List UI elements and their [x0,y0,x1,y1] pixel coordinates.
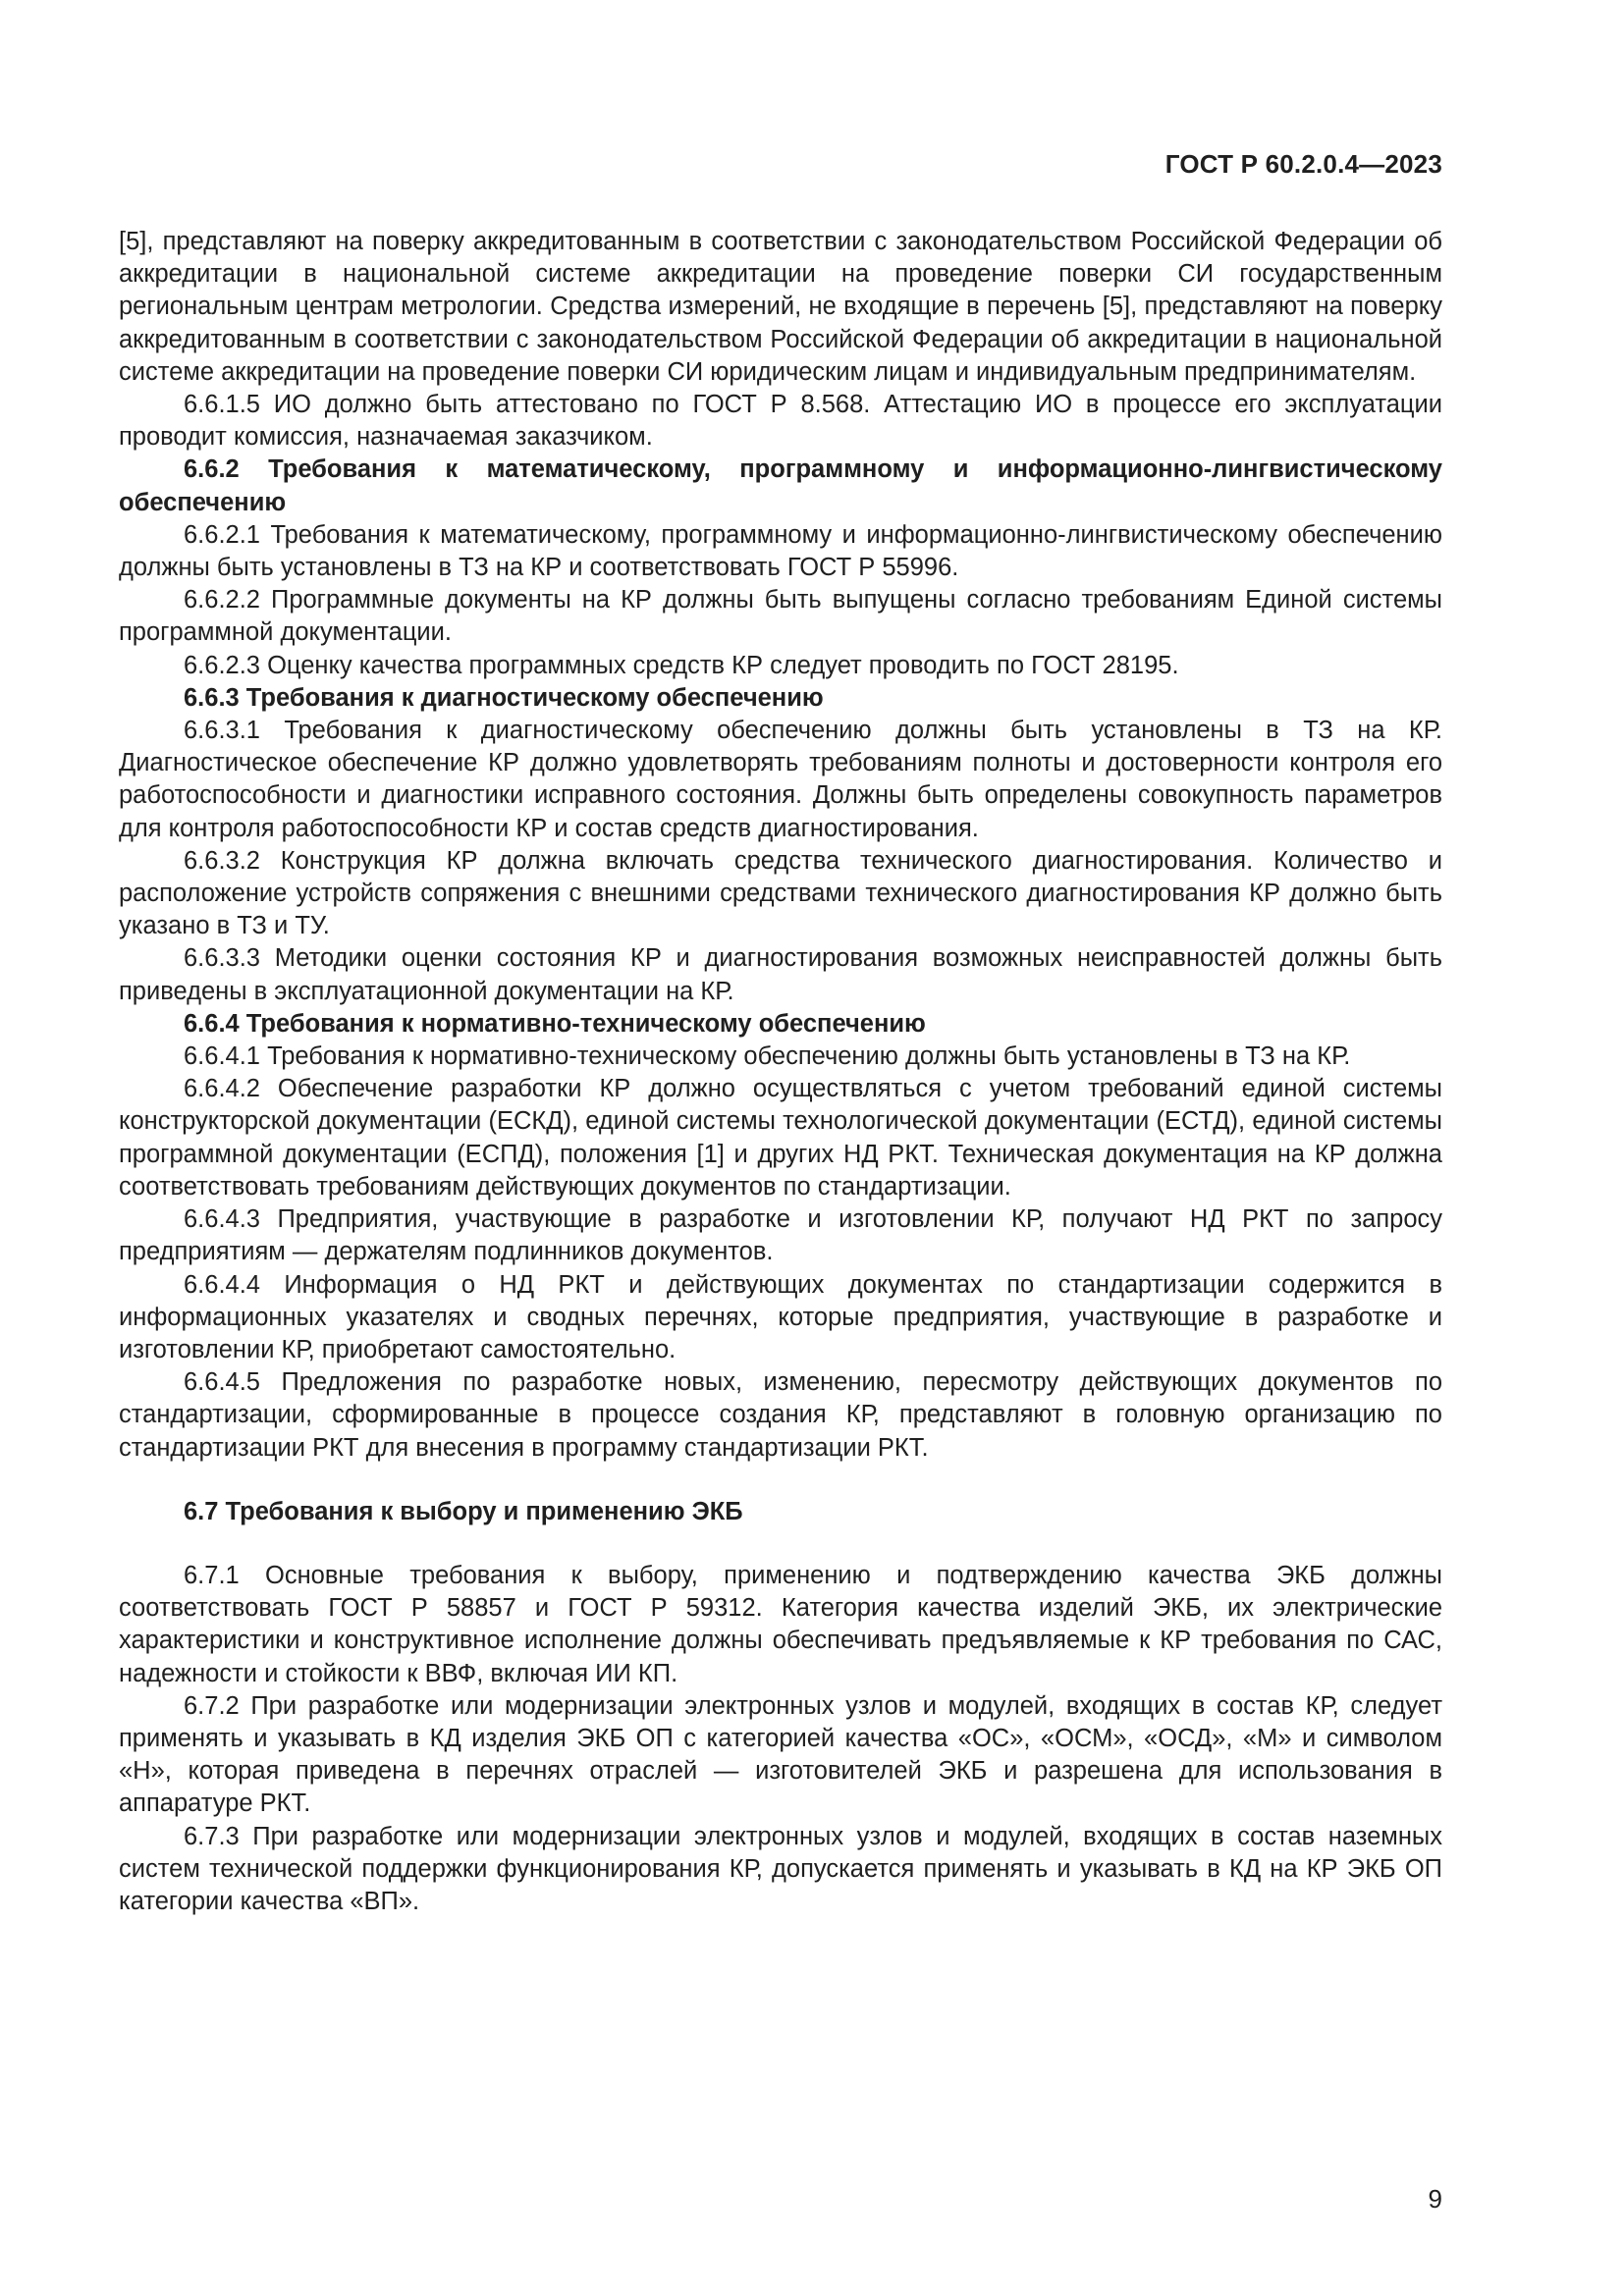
section-heading-6-7: 6.7 Требования к выбору и применению ЭКБ [184,1497,743,1525]
paragraph-6-6-2-3: 6.6.2.3 Оценку качества программных средств КР следует проводить по ГОСТ 28195. [184,651,1179,679]
paragraph-6-6-4-5: 6.6.4.5 Предложения по разработке новых, изменению, пересмотру действующих документов по стандартизации, сформированные в процессе создания КР, представляют в головную организацию по стандартизации РКТ для внесения в программу стандартизации РКТ. [119,1368,1442,1462]
paragraph-6-6-3-3: 6.6.3.3 Методики оценки состояния КР и диагностирования возможных неисправностей должны быть приведены в эксплуатационной документации на КР. [119,944,1442,1005]
heading-6-6-4: 6.6.4 Требования к нормативно-техническому обеспечению [184,1009,926,1038]
paragraph-6-7-1: 6.7.1 Основные требования к выбору, применению и подтверждению качества ЭКБ должны соответствовать ГОСТ Р 58857 и ГОСТ Р 59312. Категория качества изделий ЭКБ, их электрические характеристики и конструктивное исполнение должны обеспечивать предъявляемые к КР требования по САС, надежности и стойкости к ВВФ, включая ИИ КП. [119,1561,1442,1687]
paragraph-6-7-3: 6.7.3 При разработке или модернизации электронных узлов и модулей, входящих в состав наземных систем технической поддержки функционирования КР, допускается применять и указывать в КД на КР ЭКБ ОП категории качества «ВП». [119,1822,1442,1915]
paragraph-6-6-4-3: 6.6.4.3 Предприятия, участвующие в разработке и изготовлении КР, получают НД РКТ по запросу предприятиям — держателям подлинников документов. [119,1205,1442,1266]
paragraph-6-6-3-2: 6.6.3.2 Конструкция КР должна включать средства технического диагностирования. Количество и расположение устройств сопряжения с внешними средствами технического диагностирования КР должно быть указано в ТЗ и ТУ. [119,846,1442,940]
paragraph-6-6-3-1: 6.6.3.1 Требования к диагностическому обеспечению должны быть установлены в ТЗ на КР. Диагностическое обеспечение КР должно удовлетворять требованиям полноты и достоверности контроля его работоспособности и диагностики исправного состояния. Должны быть определены совокупность параметров для контроля работоспособности КР и состав средств диагностирования. [119,717,1442,842]
document-body [119,226,1442,1918]
heading-6-6-3: 6.6.3 Требования к диагностическому обеспечению [184,683,824,712]
page-number: 9 [1428,2184,1442,2214]
paragraph-6-6-1-5: 6.6.1.5 ИО должно быть аттестовано по ГОСТ Р 8.568. Аттестацию ИО в процессе его эксплуатации проводит комиссия, назначаемая заказчиком. [119,391,1442,452]
paragraph-6-6-2-1: 6.6.2.1 Требования к математическому, программному и информационно-лингвистическому обеспечению должны быть установлены в ТЗ на КР и соответствовать ГОСТ Р 55996. [119,520,1442,582]
paragraph-6-6-2-2: 6.6.2.2 Программные документы на КР должны быть выпущены согласно требованиям Единой системы программной документации. [119,586,1442,647]
paragraph-6-6-4-2: 6.6.4.2 Обеспечение разработки КР должно осуществляться с учетом требований единой системы конструкторской документации (ЕСКД), единой системы технологической документации (ЕСТД), единой системы программной документации (ЕСПД), положения [1] и других НД РКТ. Техническая документация на КР должна соответствовать требованиям действующих документов по стандартизации. [119,1075,1442,1201]
paragraph-6-7-2: 6.7.2 При разработке или модернизации электронных узлов и модулей, входящих в состав КР, следует применять и указывать в КД изделия ЭКБ ОП с категорией качества «ОС», «ОСМ», «ОСД», «М» и символом «Н», которая приведена в перечнях отраслей — изготовителей ЭКБ и разрешена для использования в аппаратуре РКТ. [119,1691,1442,1818]
document-header: ГОСТ Р 60.2.0.4—2023 [1164,149,1442,179]
heading-6-6-2: 6.6.2 Требования к математическому, программному и информационно-лингвистическому обеспечению [119,455,1442,516]
paragraph-6-6-4-4: 6.6.4.4 Информация о НД РКТ и действующих документах по стандартизации содержится в информационных указателях и сводных перечнях, которые предприятия, участвующие в разработке и изготовлении КР, приобретают самостоятельно. [119,1270,1442,1363]
paragraph-continuation: [5], представляют на поверку аккредитованным в соответствии с законодательством Российской Федерации об аккредитации в национальной системе аккредитации на проведение поверки СИ государственным региональным центрам метрологии. Средства измерений, не входящие в перечень [5], представляют на поверку аккредитованным в соответствии с законодательством Российской Федерации об аккредитации в национальной системе аккредитации на проведение поверки СИ юридическим лицам и индивидуальным предпринимателям. [119,228,1442,386]
paragraph-6-6-4-1: 6.6.4.1 Требования к нормативно-техническому обеспечению должны быть установлены в ТЗ на КР. [184,1042,1351,1071]
